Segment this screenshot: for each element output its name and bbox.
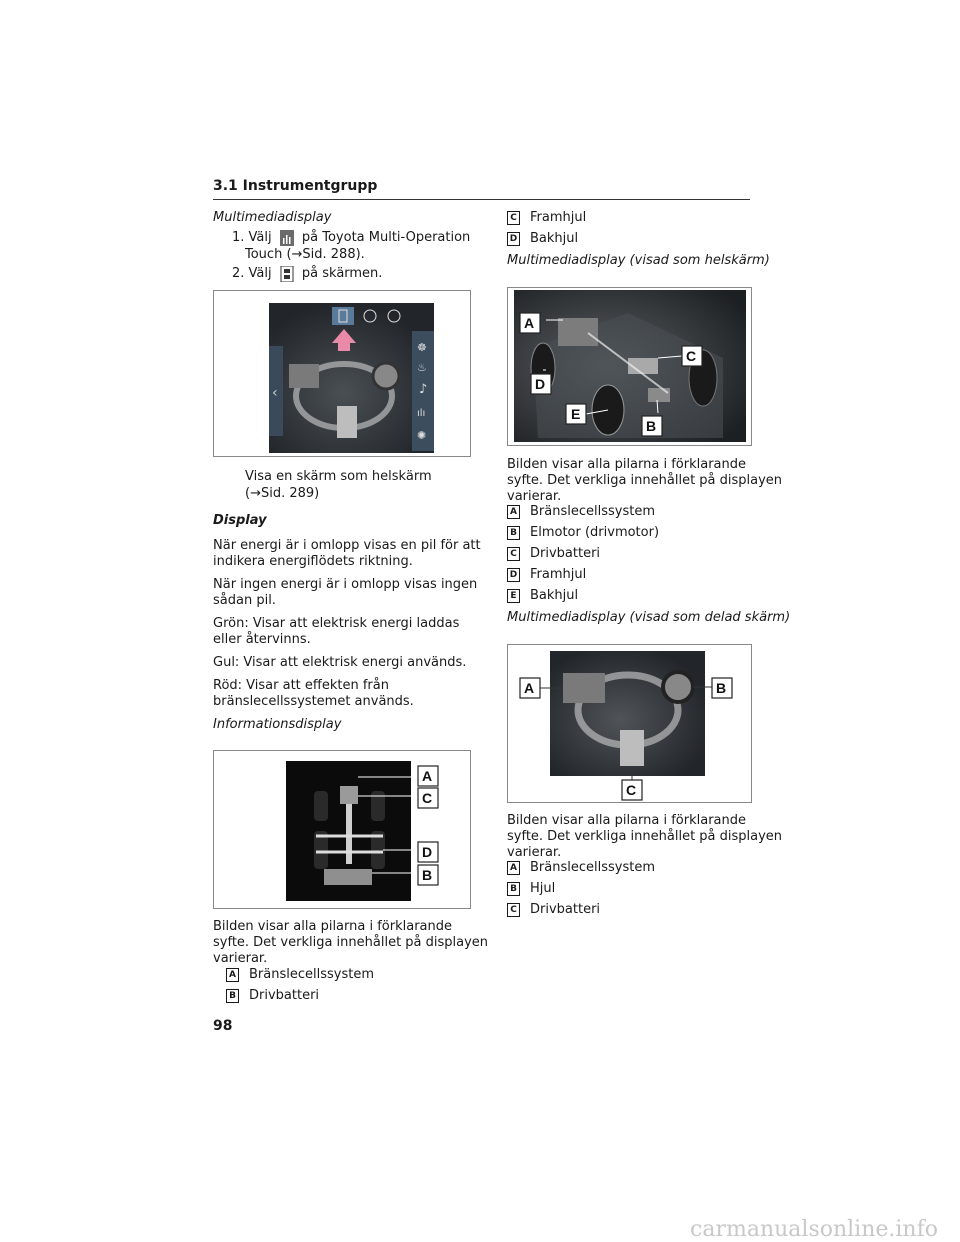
para-1-l1: När energi är i omlopp visas en pil för att [213, 538, 481, 553]
svg-text:C: C [686, 348, 697, 364]
step-1-prefix: 1. Välj [232, 230, 272, 245]
legend-text: Framhjul [530, 210, 587, 225]
info-display-heading: Informationsdisplay [213, 717, 342, 732]
legend-text: Drivbatteri [530, 546, 601, 561]
legend-key: E [507, 589, 520, 603]
para-2-l1: När ingen energi är i omlopp visas ingen [213, 577, 478, 592]
legend-key: C [507, 547, 520, 561]
para-4: Gul: Visar att elektrisk energi används. [213, 655, 467, 670]
legend-text: Hjul [530, 881, 556, 896]
label-A-split [520, 678, 540, 698]
legend-item [507, 859, 655, 876]
legend-text: Drivbatteri [530, 902, 601, 917]
svg-text:B: B [646, 418, 657, 434]
legend-item [507, 587, 578, 604]
fullscreen-figure [507, 287, 752, 446]
svg-text:☸: ☸ [417, 341, 427, 354]
label-A-info [418, 766, 438, 786]
step-1 [232, 229, 470, 246]
svg-text:ılı: ılı [417, 408, 426, 419]
legend-key: B [226, 989, 239, 1003]
svg-text:✺: ✺ [417, 429, 427, 442]
legend-text: Framhjul [530, 567, 587, 582]
para-3-l2: eller återvinns. [213, 632, 311, 647]
legend-item [507, 503, 655, 520]
para-3-l1: Grön: Visar att elektrisk energi laddas [213, 616, 460, 631]
caption-full-l3: varierar. [507, 489, 562, 504]
svg-text:B: B [716, 680, 727, 696]
svg-text:C: C [626, 782, 637, 798]
fullscreen-hint-line1: Visa en skärm som helskärm [245, 469, 432, 484]
info-display-figure [213, 750, 471, 909]
label-A-full [520, 313, 540, 333]
legend-text: Elmotor (drivmotor) [530, 525, 660, 540]
svg-text:C: C [422, 790, 433, 806]
label-D-full [531, 374, 551, 394]
header-divider [213, 199, 750, 200]
legend-item [507, 880, 555, 897]
legend-item [507, 901, 600, 918]
legend-item [507, 230, 578, 247]
caption-info-l1: Bilden visar alla pilarna i förklarande [213, 919, 452, 934]
legend-key: C [507, 903, 520, 917]
label-D-info [418, 842, 438, 862]
legend-item [226, 966, 374, 983]
legend-key: C [507, 211, 520, 225]
label-E-full [566, 404, 586, 424]
legend-text: Bränslecellssystem [530, 504, 655, 519]
caption-info-l2: syfte. Det verkliga innehållet på displayen [213, 935, 489, 950]
legend-key: D [507, 568, 520, 582]
caption-split-l2: syfte. Det verkliga innehållet på displayen [507, 829, 783, 844]
legend-key: A [507, 861, 520, 875]
legend-item [507, 566, 586, 583]
svg-text:D: D [422, 844, 433, 860]
svg-text:E: E [571, 406, 581, 422]
para-2-l2: sådan pil. [213, 593, 276, 608]
legend-text: Bränslecellssystem [530, 860, 655, 875]
section-title: 3.1 Instrumentgrupp [213, 178, 378, 194]
energy-flow-icon [280, 266, 294, 282]
step-2-suffix: på skärmen. [301, 266, 383, 281]
watermark: carmanualsonline.info [690, 1217, 938, 1242]
split-screen-figure [507, 644, 752, 803]
para-5-l2: bränslecellssystemet används. [213, 694, 414, 709]
legend-item [507, 545, 600, 562]
svg-text:A: A [422, 768, 433, 784]
legend-key: A [507, 505, 520, 519]
step-2-prefix: 2. Välj [232, 266, 272, 281]
legend-key: B [507, 882, 520, 896]
legend-text: Bränslecellssystem [249, 967, 374, 982]
para-1-l2: indikera energiflödets riktning. [213, 554, 413, 569]
svg-text:‹: ‹ [272, 385, 278, 401]
legend-key: B [507, 526, 520, 540]
fullscreen-heading: Multimediadisplay (visad som helskärm) [507, 253, 770, 268]
legend-key: D [507, 232, 520, 246]
svg-text:A: A [524, 680, 535, 696]
caption-full-l1: Bilden visar alla pilarna i förklarande [507, 457, 746, 472]
svg-text:♪: ♪ [419, 382, 428, 397]
legend-text: Drivbatteri [249, 988, 320, 1003]
legend-item [507, 524, 659, 541]
multimedia-heading: Multimediadisplay [213, 210, 332, 225]
label-B-split [712, 678, 732, 698]
legend-key: A [226, 968, 239, 982]
label-B-full [642, 416, 662, 436]
energy-monitor-icon [280, 230, 294, 246]
legend-item [226, 987, 319, 1004]
caption-full-l2: syfte. Det verkliga innehållet på displayen [507, 473, 783, 488]
step-2 [232, 265, 382, 282]
para-5-l1: Röd: Visar att effekten från [213, 678, 389, 693]
label-C-full [682, 346, 702, 366]
label-C-split [622, 780, 642, 800]
page-number: 98 [213, 1018, 233, 1034]
caption-info-l3: varierar. [213, 951, 268, 966]
svg-text:A: A [524, 315, 535, 331]
caption-split-l3: varierar. [507, 845, 562, 860]
step-1-line2: Touch (→Sid. 288). [245, 247, 365, 262]
step-1-suffix: på Toyota Multi-Operation [301, 230, 471, 245]
fullscreen-hint-line2: (→Sid. 289) [245, 486, 320, 501]
legend-text: Bakhjul [530, 231, 579, 246]
label-B-info [418, 865, 438, 885]
split-heading: Multimediadisplay (visad som delad skärm) [507, 610, 791, 625]
svg-text:D: D [535, 376, 546, 392]
multimedia-screen-figure [213, 290, 471, 457]
caption-split-l1: Bilden visar alla pilarna i förklarande [507, 813, 746, 828]
legend-text: Bakhjul [530, 588, 579, 603]
label-C-info [418, 788, 438, 808]
svg-text:B: B [422, 867, 433, 883]
legend-item [507, 209, 586, 226]
svg-text:♨: ♨ [417, 361, 427, 374]
display-heading: Display [213, 513, 267, 528]
